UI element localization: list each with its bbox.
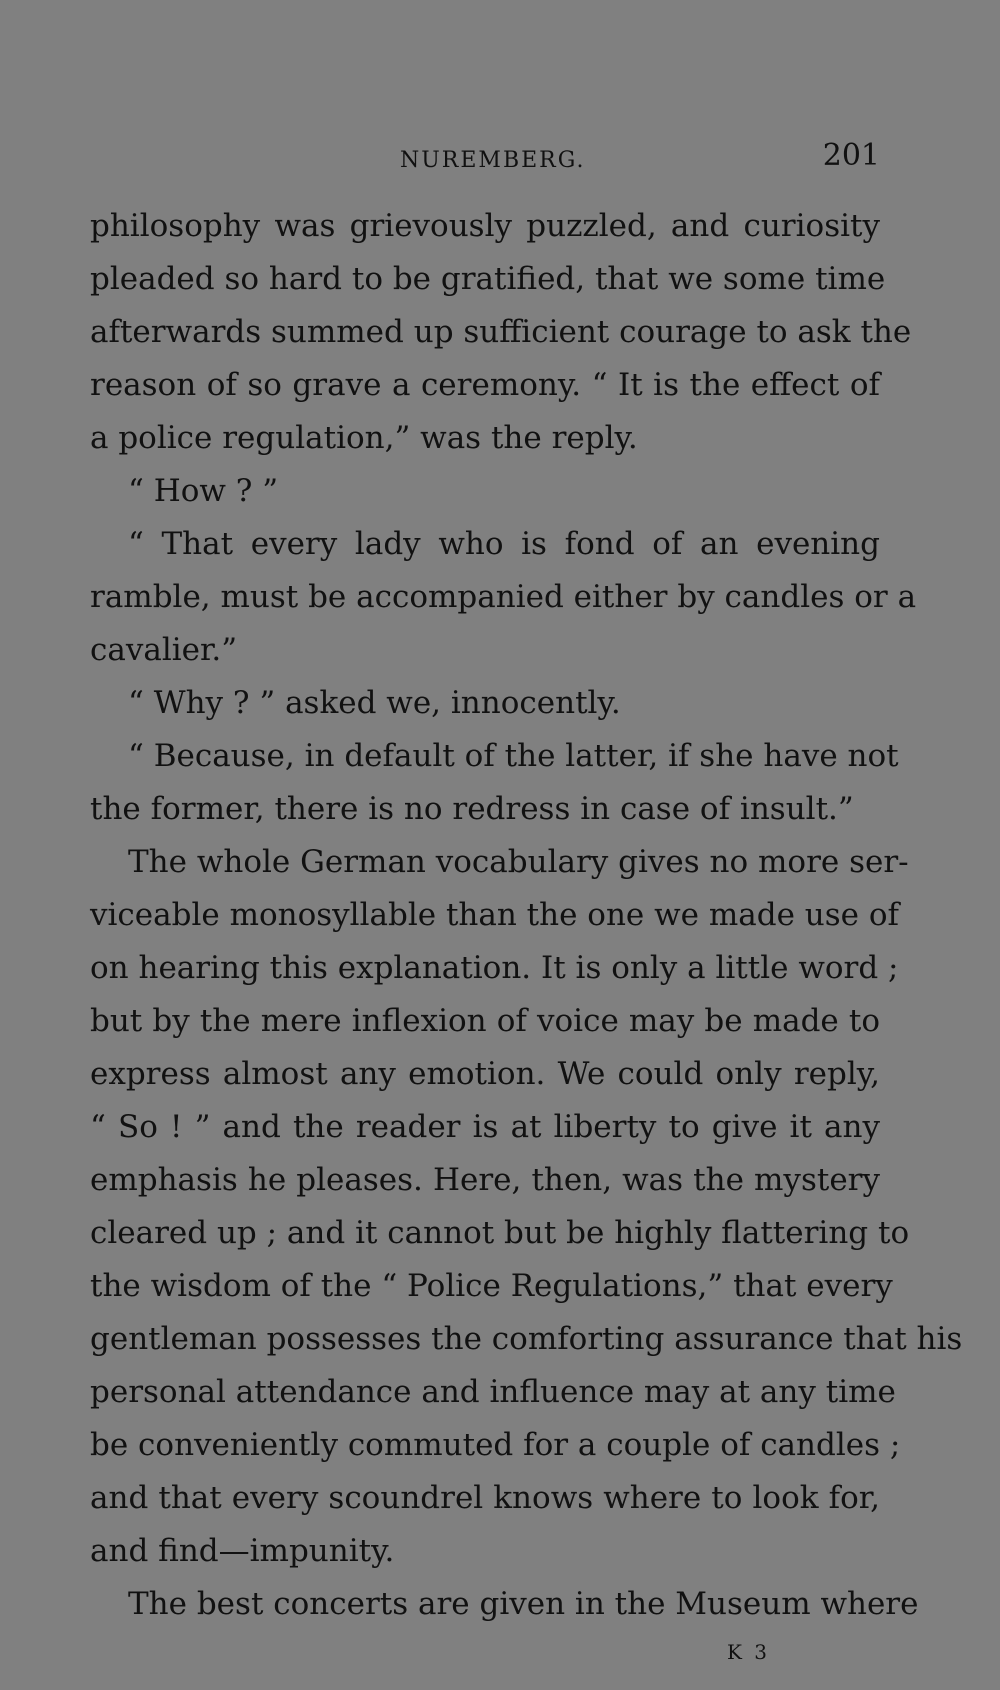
page-number: 201 bbox=[822, 138, 880, 173]
text-line: express almost any emotion. We could only reply, bbox=[90, 1056, 880, 1092]
text-line: “ So ! ” and the reader is at liberty to give it any bbox=[90, 1109, 880, 1145]
text-line: be conveniently commuted for a couple of candles ; bbox=[90, 1427, 901, 1463]
text-line: pleaded so hard to be gratified, that we some time bbox=[90, 261, 886, 297]
text-line: on hearing this explanation. It is only a little word ; bbox=[90, 950, 899, 986]
text-line: “ Why ? ” asked we, innocently. bbox=[128, 685, 621, 721]
text-line: The whole German vocabulary gives no more ser- bbox=[128, 844, 909, 880]
text-line: viceable monosyllable than the one we made use of bbox=[90, 897, 899, 933]
text-line: “ How ? ” bbox=[128, 473, 279, 509]
text-line: cavalier.” bbox=[90, 632, 238, 668]
text-line: personal attendance and influence may at any time bbox=[90, 1374, 896, 1410]
text-line: ramble, must be accompanied either by candles or a bbox=[90, 579, 917, 615]
running-head bbox=[90, 138, 880, 178]
text-line: afterwards summed up sufficient courage to ask the bbox=[90, 314, 912, 350]
text-line: gentleman possesses the comforting assurance that his bbox=[90, 1321, 963, 1357]
text-line: but by the mere inflexion of voice may be made to bbox=[90, 1003, 880, 1039]
body-text bbox=[90, 200, 963, 1631]
text-line: “ Because, in default of the latter, if she have not bbox=[128, 738, 899, 774]
text-line: and find—impunity. bbox=[90, 1533, 395, 1569]
text-line: emphasis he pleases. Here, then, was the mystery bbox=[90, 1162, 880, 1198]
text-line: reason of so grave a ceremony. “ It is the effect of bbox=[90, 367, 880, 403]
text-line: the wisdom of the “ Police Regulations,” that every bbox=[90, 1268, 893, 1304]
text-line: philosophy was grievously puzzled, and curiosity bbox=[90, 208, 880, 244]
text-line: a police regulation,” was the reply. bbox=[90, 420, 638, 456]
text-line: and that every scoundrel knows where to look for, bbox=[90, 1480, 880, 1516]
signature-mark: K 3 bbox=[727, 1640, 771, 1664]
text-line: cleared up ; and it cannot but be highly flattering to bbox=[90, 1215, 910, 1251]
running-title: NUREMBERG. bbox=[400, 148, 586, 173]
text-line: the former, there is no redress in case of insult.” bbox=[90, 791, 854, 827]
text-line: The best concerts are given in the Museum where bbox=[128, 1586, 919, 1622]
text-line: “ That every lady who is fond of an evening bbox=[128, 526, 880, 562]
